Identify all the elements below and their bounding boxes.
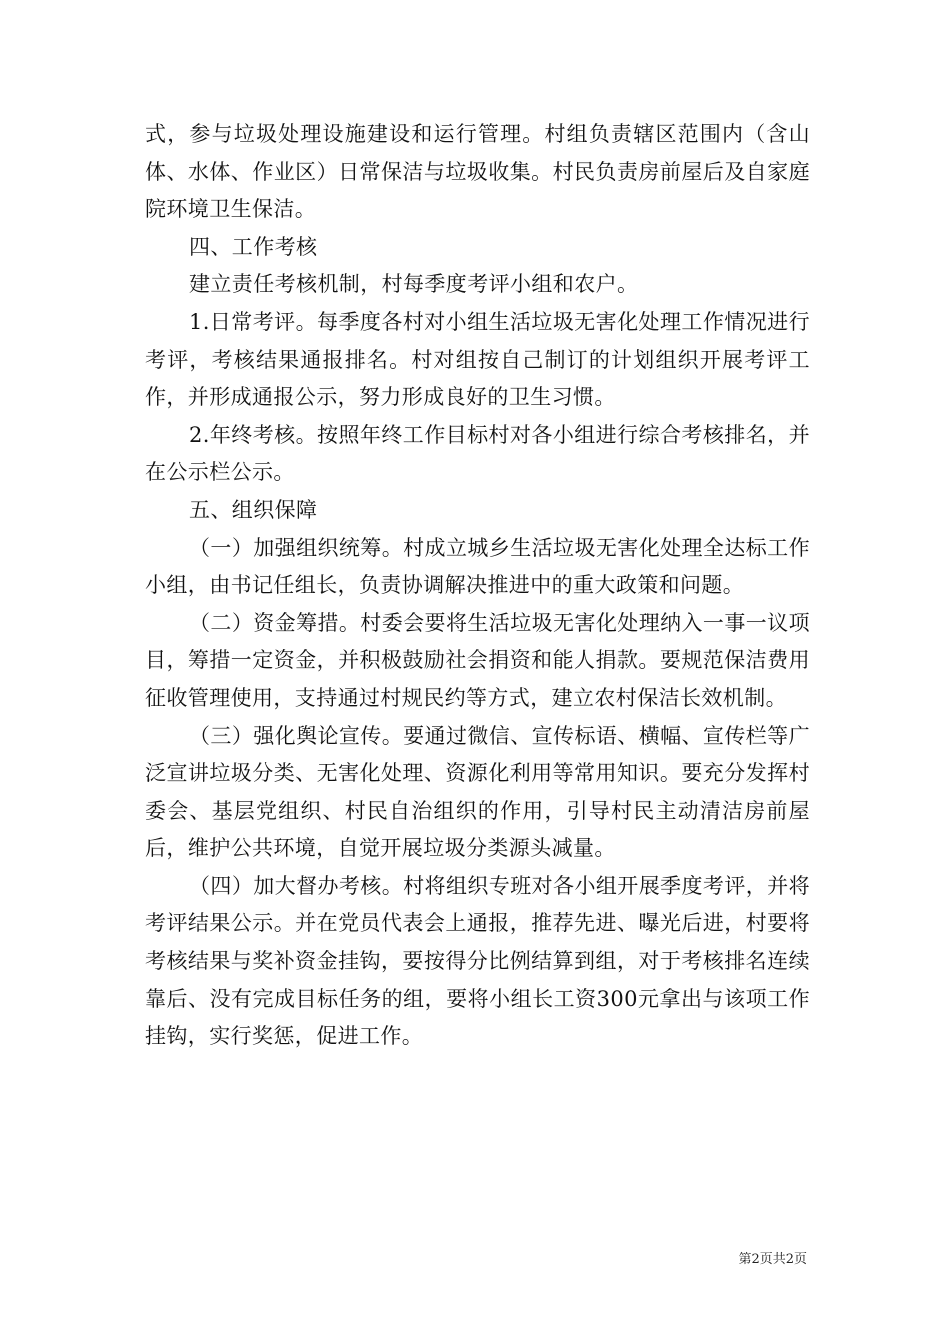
paragraph-year-end-assessment: 2.年终考核。按照年终工作目标村对各小组进行综合考核排名，并在公示栏公示。 [145,422,810,485]
paragraph-daily-evaluation: 1.日常考评。每季度各村对小组生活垃圾无害化处理工作情况进行考评，考核结果通报排名。村对组按自己制订的计划组织开展考评工作，并形成通报公示，努力形成良好的卫生习惯。 [145,309,810,410]
page-number: 第2页共2页 [738,1252,807,1267]
paragraph-funding: （二）资金筹措。村委会要将生活垃圾无害化处理纳入一事一议项目，筹措一定资金，并积极鼓励社会捐资和能人捐款。要规范保洁费用征收管理使用，支持通过村规民约等方式，建立农村保洁长效机制。 [145,610,810,710]
paragraph-publicity: （三）强化舆论宣传。要通过微信、宣传标语、横幅、宣传栏等广泛宣讲垃圾分类、无害化处理、资源化利用等常用知识。要充分发挥村委会、基层党组织、村民自治组织的作用，引导村民主动清洁房前屋后，维护公共环境，自觉开展垃圾分类源头减量。 [145,723,810,861]
section-heading-organization-guarantee: 五、组织保障 [189,497,318,522]
paragraph-coordination: （一）加强组织统筹。村成立城乡生活垃圾无害化处理全达标工作小组，由书记任组长，负责协调解决推进中的重大政策和问题。 [145,535,810,598]
paragraph-continuation: 式，参与垃圾处理设施建设和运行管理。村组负责辖区范围内（含山体、水体、作业区）日常保洁与垃圾收集。村民负责房前屋后及自家庭院环境卫生保洁。 [145,122,810,222]
paragraph-supervision: （四）加大督办考核。村将组织专班对各小组开展季度考评，并将考评结果公示。并在党员代表会上通报，推荐先进、曝光后进，村要将考核结果与奖补资金挂钩，要按得分比例结算到组，对于考核排名连续靠后、没有完成目标任务的组，要将小组长工资300元拿出与该项工作挂钩，实行奖惩，促进工作。 [145,873,810,1049]
section-heading-work-assessment: 四、工作考核 [189,234,318,259]
paragraph-assessment-mechanism: 建立责任考核机制，村每季度考评小组和农户。 [189,272,639,297]
document-body [145,116,810,1056]
